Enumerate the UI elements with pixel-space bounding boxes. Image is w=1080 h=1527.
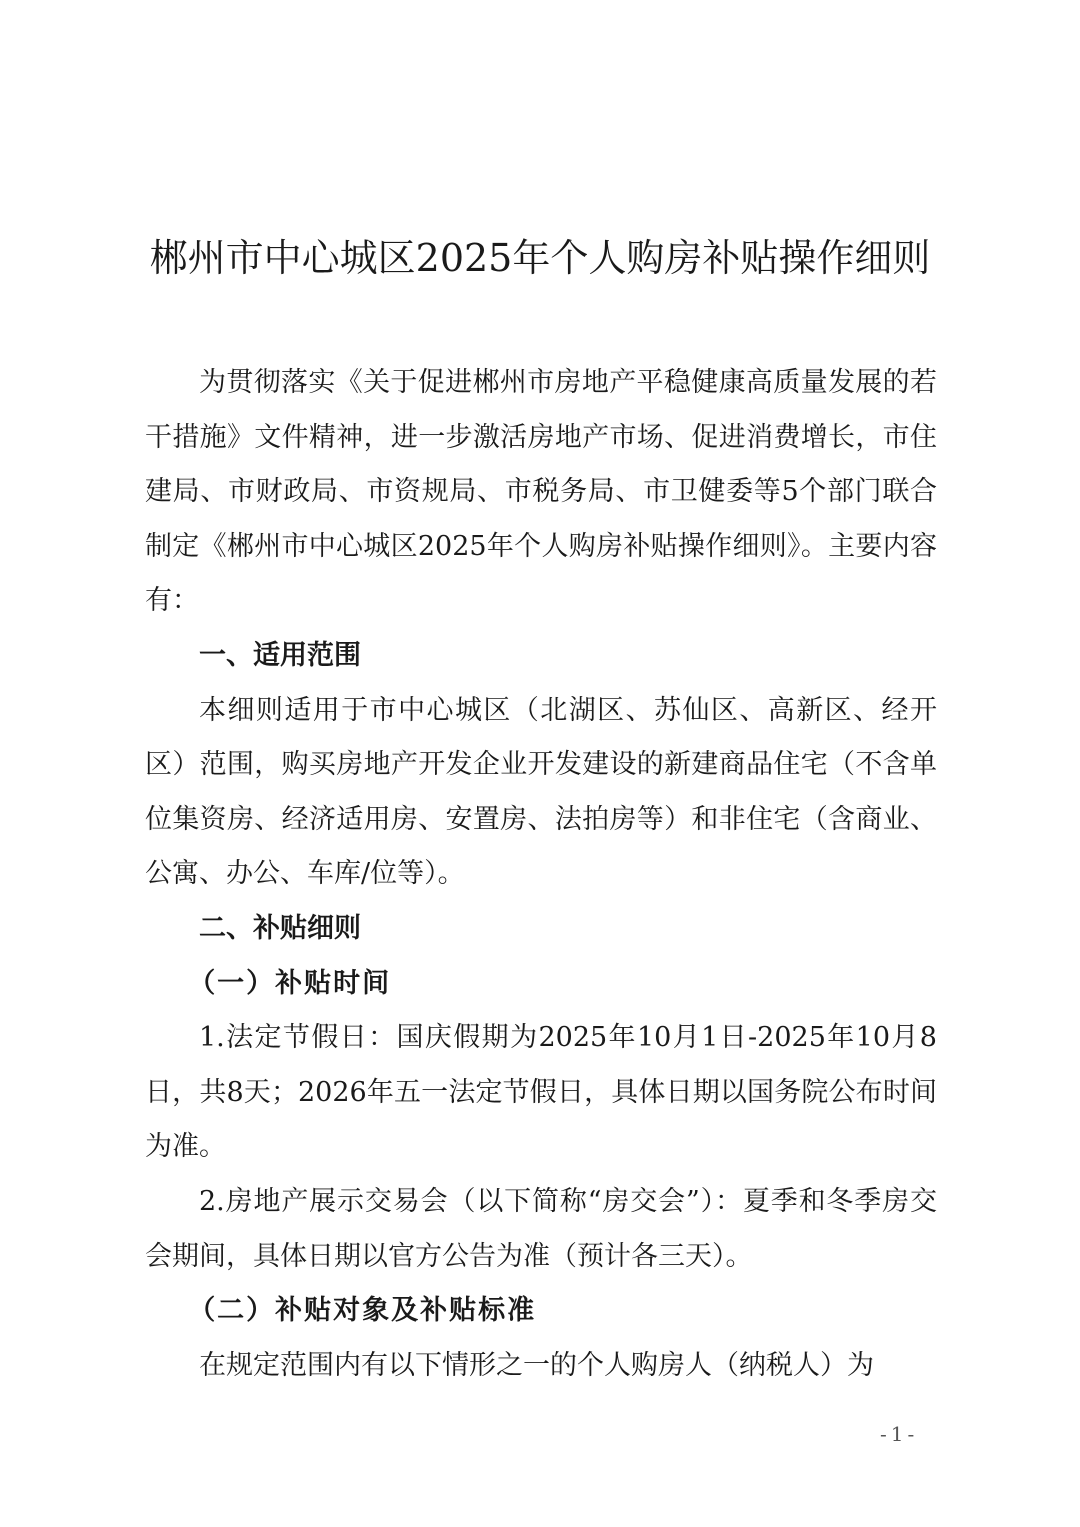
document-body [145,356,937,1393]
item-statutory-holidays: 1.法定节假日：国庆假期为2025年10月1日-2025年10月8日，共8天；2026年五一法定节假日，具体日期以国务院公布时间为准。 [145,1022,937,1163]
section-heading-scope: 一、适用范围 [199,639,361,671]
section-heading-subsidy-rules: 二、补贴细则 [199,912,361,944]
intro-paragraph: 为贯彻落实《关于促进郴州市房地产平稳健康高质量发展的若干措施》文件精神，进一步激活房地产市场、促进消费增长，市住建局、市财政局、市资规局、市税务局、市卫健委等5个部门联合制定《郴州市中心城区2025年个人购房补贴操作细则》。主要内容有： [145,367,937,617]
page-number: -1- [880,1422,919,1446]
scope-paragraph: 本细则适用于市中心城区（北湖区、苏仙区、高新区、经开区）范围，购买房地产开发企业开发建设的新建商品住宅（不含单位集资房、经济适用房、安置房、法拍房等）和非住宅（含商业、公寓、办公、车库/位等）。 [145,694,937,890]
item-housing-fair: 2.房地产展示交易会（以下简称“房交会”）：夏季和冬季房交会期间，具体日期以官方公告为准（预计各三天）。 [145,1185,937,1272]
subsidy-targets-paragraph: 在规定范围内有以下情形之一的个人购房人（纳税人）为 [199,1349,874,1381]
subsection-heading-subsidy-time: （一）补贴时间 [188,967,392,999]
document-title: 郴州市中心城区2025年个人购房补贴操作细则 [149,236,931,280]
subsection-heading-subsidy-targets: （二）补贴对象及补贴标准 [188,1295,537,1327]
